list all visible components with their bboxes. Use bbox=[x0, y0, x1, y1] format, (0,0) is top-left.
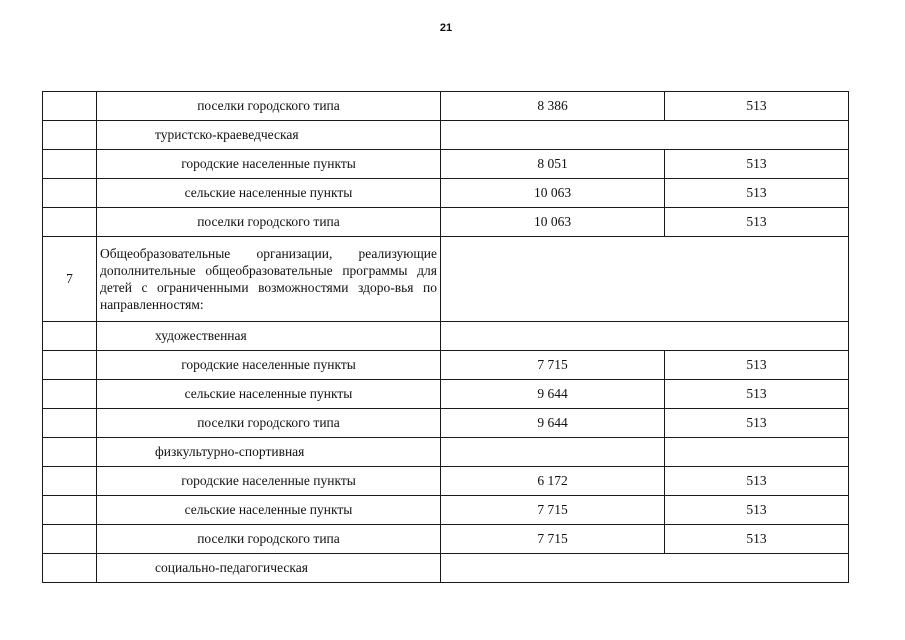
row-name-cell: поселки городского типа bbox=[97, 92, 441, 121]
value-1-cell: 8 386 bbox=[441, 92, 665, 121]
row-number-cell bbox=[43, 438, 97, 467]
table-row bbox=[43, 525, 849, 554]
row-name-cell: сельские населенные пункты bbox=[97, 496, 441, 525]
table-row bbox=[43, 496, 849, 525]
empty-value-1-cell bbox=[441, 438, 665, 467]
section-empty-cell bbox=[441, 322, 849, 351]
row-name-cell: сельские населенные пункты bbox=[97, 179, 441, 208]
value-2-cell: 513 bbox=[665, 150, 849, 179]
section-name-cell: социально-педагогическая bbox=[97, 554, 441, 583]
row-name-cell: поселки городского типа bbox=[97, 525, 441, 554]
row-number-cell: 7 bbox=[43, 237, 97, 322]
row-number-cell bbox=[43, 525, 97, 554]
row-number-cell bbox=[43, 380, 97, 409]
table-row bbox=[43, 467, 849, 496]
section-empty-cell bbox=[441, 121, 849, 150]
group-name-cell: Общеобразовательные организации, реализующие дополнительные общеобразовательные программы для детей с ограниченными возможностями здоро-вья по направленностям: bbox=[97, 237, 441, 322]
value-2-cell: 513 bbox=[665, 496, 849, 525]
empty-value-2-cell bbox=[665, 438, 849, 467]
row-name-cell: поселки городского типа bbox=[97, 409, 441, 438]
table-row bbox=[43, 150, 849, 179]
row-number-cell bbox=[43, 322, 97, 351]
value-2-cell: 513 bbox=[665, 409, 849, 438]
value-2-cell: 513 bbox=[665, 380, 849, 409]
value-1-cell: 8 051 bbox=[441, 150, 665, 179]
section-name-cell: туристско-краеведческая bbox=[97, 121, 441, 150]
row-number-cell bbox=[43, 150, 97, 179]
value-1-cell: 7 715 bbox=[441, 351, 665, 380]
table-row bbox=[43, 351, 849, 380]
table-row bbox=[43, 409, 849, 438]
table-row bbox=[43, 322, 849, 351]
table-row bbox=[43, 237, 849, 322]
value-1-cell: 7 715 bbox=[441, 525, 665, 554]
row-number-cell bbox=[43, 179, 97, 208]
row-name-cell: поселки городского типа bbox=[97, 208, 441, 237]
table-row bbox=[43, 92, 849, 121]
table-row bbox=[43, 121, 849, 150]
row-number-cell bbox=[43, 554, 97, 583]
value-2-cell: 513 bbox=[665, 208, 849, 237]
row-name-cell: сельские населенные пункты bbox=[97, 380, 441, 409]
row-number-cell bbox=[43, 409, 97, 438]
row-name-cell: городские населенные пункты bbox=[97, 467, 441, 496]
value-1-cell: 9 644 bbox=[441, 380, 665, 409]
value-2-cell: 513 bbox=[665, 525, 849, 554]
row-number-cell bbox=[43, 92, 97, 121]
value-1-cell: 10 063 bbox=[441, 179, 665, 208]
value-1-cell: 6 172 bbox=[441, 467, 665, 496]
section-name-cell: художественная bbox=[97, 322, 441, 351]
page-number: 21 bbox=[439, 22, 453, 34]
value-2-cell: 513 bbox=[665, 351, 849, 380]
value-1-cell: 10 063 bbox=[441, 208, 665, 237]
row-number-cell bbox=[43, 467, 97, 496]
value-2-cell: 513 bbox=[665, 467, 849, 496]
table-row bbox=[43, 208, 849, 237]
section-empty-cell bbox=[441, 554, 849, 583]
tariff-table bbox=[42, 91, 849, 583]
row-name-cell: городские населенные пункты bbox=[97, 351, 441, 380]
row-name-cell: городские населенные пункты bbox=[97, 150, 441, 179]
section-name-cell: физкультурно-спортивная bbox=[97, 438, 441, 467]
value-2-cell: 513 bbox=[665, 179, 849, 208]
table-body bbox=[43, 92, 849, 583]
row-number-cell bbox=[43, 121, 97, 150]
row-number-cell bbox=[43, 496, 97, 525]
table-row bbox=[43, 554, 849, 583]
value-1-cell: 7 715 bbox=[441, 496, 665, 525]
value-1-cell: 9 644 bbox=[441, 409, 665, 438]
row-number-cell bbox=[43, 208, 97, 237]
table-row bbox=[43, 380, 849, 409]
row-number-cell bbox=[43, 351, 97, 380]
table-row bbox=[43, 438, 849, 467]
group-empty-cell bbox=[441, 237, 849, 322]
value-2-cell: 513 bbox=[665, 92, 849, 121]
table-row bbox=[43, 179, 849, 208]
